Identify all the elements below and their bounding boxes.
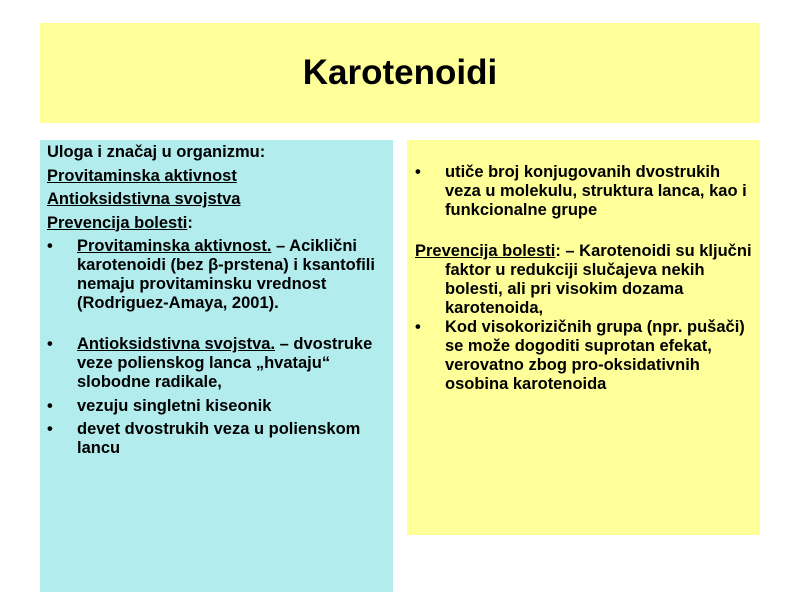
title-box [40,23,760,123]
prevencija-head[interactable]: Prevencija bolesti [415,242,556,260]
right-bullet-list-1 [415,163,752,220]
bullet-text: utiče broj konjugovanih dvostrukih veza u molekulu, struktura lanca, kao i funkcionalne grupe [445,163,747,219]
right-panel [407,140,760,535]
list-item [415,163,752,220]
list-item [415,318,752,394]
link-provitaminska[interactable]: Provitaminska aktivnost [47,166,237,185]
bullet-head: Provitaminska aktivnost. [77,237,272,255]
list-item [47,237,385,313]
link-prevencija[interactable]: Prevencija bolesti [47,213,188,232]
link-prevencija-line [47,214,385,233]
slide-title: Karotenoidi [302,53,498,92]
bullet-text: – Aciklični karotenoidi (bez β-prstena) i ksantofili nemaju provitaminsku vrednost (Rodriguez-Amaya, 2001). [77,237,375,312]
list-item [47,335,385,392]
bullet-text: Kod visokorizičnih grupa (npr. pušači) se može dogoditi suprotan efekat, verovatno zbog pro-oksidativnih osobina karotenoida [445,318,745,393]
list-item [47,397,385,416]
bullet-text: vezuju singletni kiseonik [77,396,272,415]
intro-text: Uloga i značaj u organizmu: [47,143,266,161]
left-bullet-list [47,237,385,458]
link-antioksidativna[interactable]: Antioksidstivna svojstva [47,190,241,208]
prevencija-text: : – Karotenoidi su ključni faktor u redukciji slučajeva nekih bolesti, ali pri visokim dozama karotenoida, [445,242,752,317]
prevencija-paragraph [415,242,752,318]
bullet-text: devet dvostrukih veza u polienskom lancu [77,420,361,457]
left-panel [40,140,393,592]
right-bullet-list-2 [415,318,752,394]
colon-text: : [187,213,193,232]
bullet-head: Antioksidstivna svojstva. [77,335,276,353]
bullet-text: – dvostruke veze polienskog lanca „hvataju“ slobodne radikale, [77,335,373,391]
list-item [47,420,385,458]
